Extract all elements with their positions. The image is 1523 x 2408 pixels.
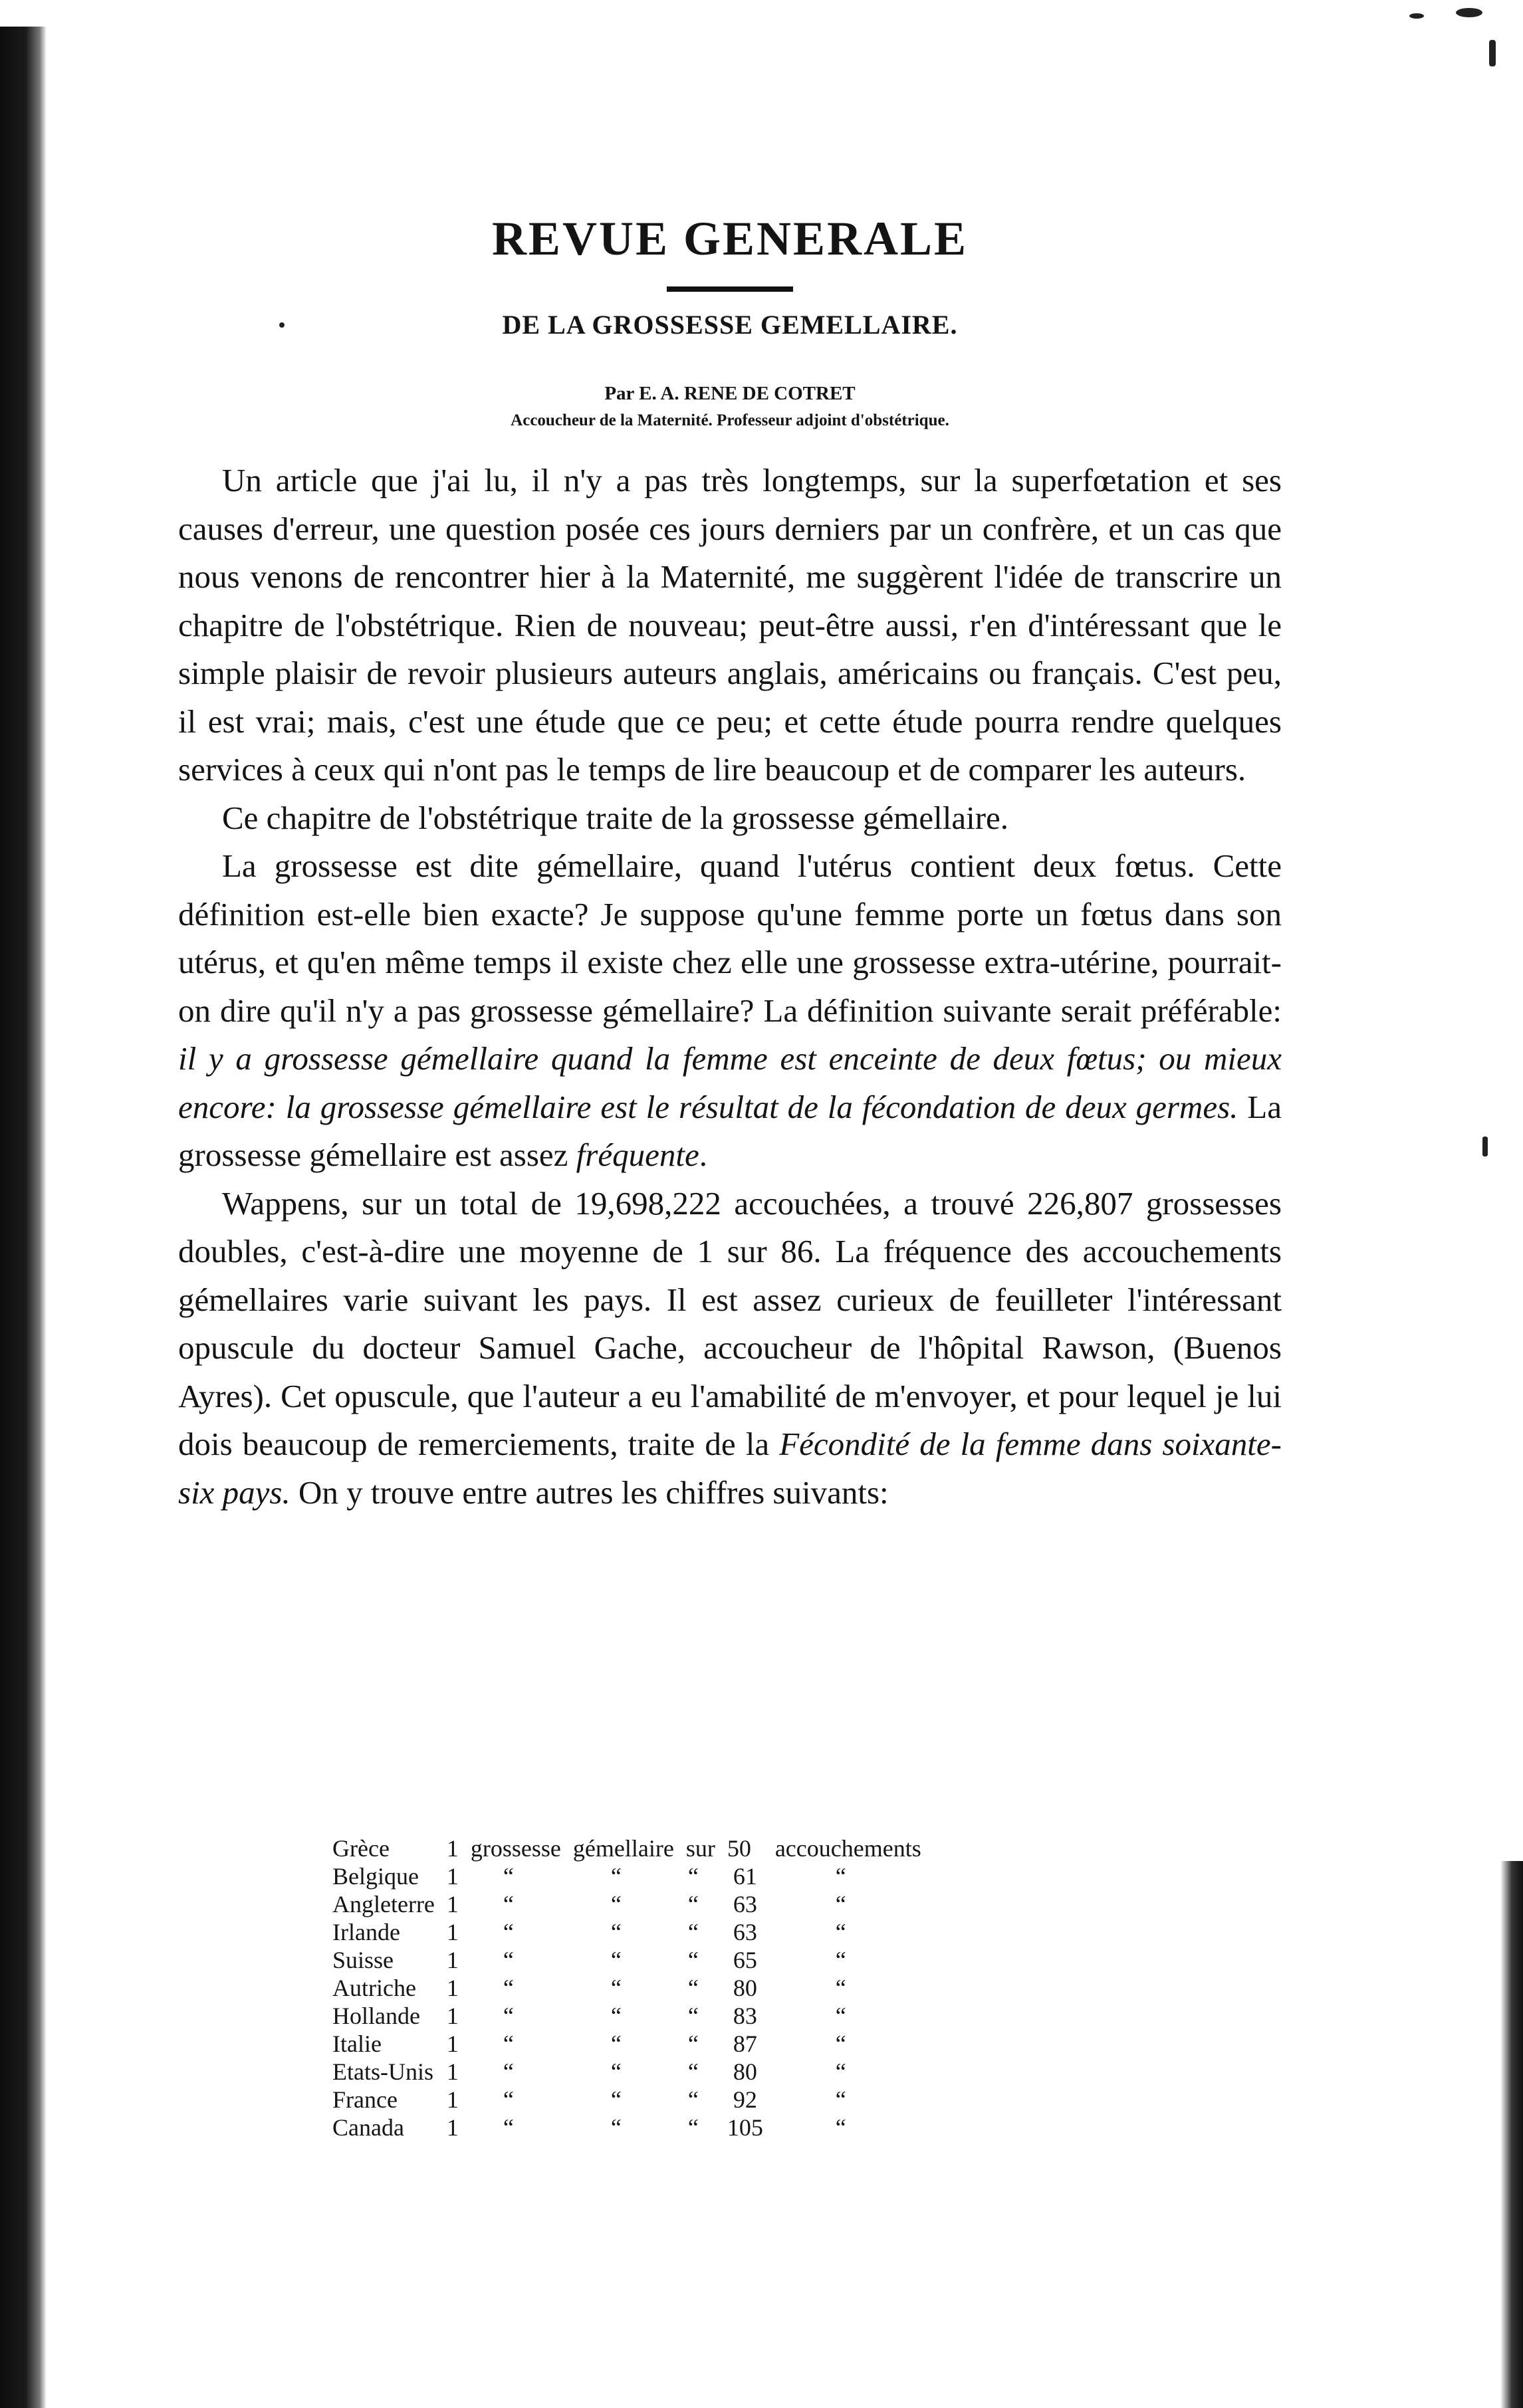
table-cell: 65 [733,1947,757,1973]
table-cell: accouchements [774,1835,921,1862]
table-cell: 50 [727,1835,751,1862]
table-cell: 61 [733,1863,757,1890]
paragraph-chapter: Ce chapitre de l'obstétrique traite de la grossesse gémellaire. [222,799,1009,836]
table-cell: 1 [446,2030,459,2057]
table-cell: “ [610,2030,622,2057]
table-cell: “ [503,1947,514,1973]
table-cell: Italie [332,2030,382,2057]
table-cell: “ [503,2003,514,2029]
table-cell: “ [610,2086,622,2113]
table-cell: Etats-Unis [332,2058,433,2085]
scan-speck [1456,8,1482,17]
table-cell: “ [835,2058,846,2085]
scan-speck [1482,1137,1488,1156]
table-cell: “ [835,2114,846,2141]
definition-italic-end: fréquente [576,1137,699,1174]
table-row [332,2030,933,2058]
table-cell: “ [835,1975,846,2001]
title-rule [667,286,793,292]
table-cell: 92 [733,2086,757,2113]
table-cell: 63 [733,1891,757,1917]
scan-speck [1489,40,1496,66]
table-cell: 1 [446,1891,459,1917]
table-cell: Belgique [332,1863,419,1890]
table-cell: 80 [733,2058,757,2085]
table-cell: “ [687,2030,699,2057]
table-cell: 1 [446,1863,459,1890]
paragraph-wappens [178,1180,1282,1517]
author-affiliation: Accoucheur de la Maternité. Professeur adjoint d'obstétrique. [511,411,949,430]
table-cell: “ [503,2114,514,2141]
table-row [332,1890,933,1918]
table-cell: “ [687,1975,699,2001]
table-cell: “ [610,2058,622,2085]
table-cell: Angleterre [332,1891,435,1917]
table-cell: “ [687,1863,699,1890]
table-cell: “ [610,1919,622,1945]
twin-frequency-table [332,1834,933,2141]
table-cell: “ [503,2030,514,2057]
definition-middle: La grossesse gémellaire est assez [178,1088,1282,1174]
table-cell: Grèce [332,1835,390,1862]
table-cell: 1 [446,2086,459,2113]
table-row [332,1918,933,1946]
author-byline: Par E. A. RENE DE COTRET [604,383,856,405]
table-cell: “ [610,2003,622,2029]
page-subtitle: DE LA GROSSESSE GEMELLAIRE. [502,310,958,340]
table-cell: “ [687,2003,699,2029]
table-row [332,2002,933,2030]
table-cell: “ [835,2030,846,2057]
table-cell: “ [503,1919,514,1945]
table-cell: Canada [332,2114,404,2141]
table-cell: “ [687,2058,699,2085]
table-cell: “ [503,2086,514,2113]
table-cell: “ [687,1891,699,1917]
table-cell: “ [835,2086,846,2113]
definition-lead: La grossesse est dite gémellaire, quand l'utérus contient deux fœtus. Cette définition est-elle bien exacte? Je suppose qu'une femme porte un fœtus dans son utérus, et qu'en même temps il existe chez elle une grossesse extra-utérine, pourrait-on dire qu'il n'y a pas grossesse gémellaire? La définition suivante serait préférable: [178,847,1282,1029]
table-cell: “ [835,1891,846,1917]
table-cell: 80 [733,1975,757,2001]
table-cell: “ [610,1947,622,1973]
wappens-text: Wappens, sur un total de 19,698,222 accouchées, a trouvé 226,807 grossesses doubles, c'est-à-dire une moyenne de 1 sur 86. La fréquence des accouchements gémellaires varie suivant les pays. Il est assez curieux de feuilleter l'intéressant opuscule du docteur Samuel Gache, accoucheur de l'hôpital Rawson, (Buenos Ayres). Cet opuscule, que l'auteur a eu l'amabilité de m'envoyer, et pour lequel je lui dois beaucoup de remerciements, traite de la [178,1184,1282,1463]
table-cell: grossesse [470,1835,561,1862]
table-cell: Suisse [332,1947,394,1973]
table-cell: “ [503,2058,514,2085]
table-cell: “ [687,1919,699,1945]
table-cell: France [332,2086,398,2113]
table-cell: “ [687,2114,699,2141]
definition-italic: il y a grossesse gémellaire quand la femme est enceinte de deux fœtus; ou mieux encore: la grossesse gémellaire est le résultat de la fécondation de deux germes. [178,1040,1282,1125]
table-cell: gémellaire [572,1835,674,1862]
table-cell: 63 [733,1919,757,1945]
table-cell: sur [685,1835,715,1862]
table-cell: “ [610,1863,622,1890]
table-cell: “ [687,1947,699,1973]
table-row [332,2086,933,2114]
table-cell: 105 [727,2114,763,2141]
table-cell: “ [835,2003,846,2029]
scan-edge-left [0,27,47,2408]
definition-end: . [699,1137,707,1174]
table-cell: 87 [733,2030,757,2057]
scan-edge-right [1500,1861,1523,2408]
table-row [332,1946,933,1974]
table-cell: “ [835,1919,846,1945]
table-cell: “ [610,2114,622,2141]
table-cell: “ [835,1863,846,1890]
table-cell: “ [610,1975,622,2001]
table-cell: 1 [446,1835,459,1862]
table-cell: 1 [446,1975,459,2001]
table-cell: 1 [446,1919,459,1945]
table-cell: 83 [733,2003,757,2029]
scan-speck [1409,13,1424,19]
table-cell: 1 [446,1947,459,1973]
document-page [178,213,1282,1517]
table-body [332,1862,933,2141]
table-header-row [332,1834,933,1862]
page-title: REVUE GENERALE [491,212,969,265]
wappens-tail: On y trouve entre autres les chiffres suivants: [290,1474,889,1511]
table-cell: “ [503,1975,514,2001]
table-cell: 1 [446,2058,459,2085]
table-cell: “ [503,1863,514,1890]
table-cell: “ [687,2086,699,2113]
table-row [332,1862,933,1890]
table-cell: Irlande [332,1919,400,1945]
table-cell: Autriche [332,1975,416,2001]
table-cell: “ [835,1947,846,1973]
table-cell: Hollande [332,2003,420,2029]
table-row [332,2058,933,2086]
table-cell: 1 [446,2003,459,2029]
table-cell: 1 [446,2114,459,2141]
table-row [332,2114,933,2141]
table-row [332,1974,933,2002]
table-cell: “ [503,1891,514,1917]
gache-book-title: Fécondité de la femme dans soixante-six pays. [178,1426,1282,1511]
table-cell: “ [610,1891,622,1917]
paragraph-intro: Un article que j'ai lu, il n'y a pas très longtemps, sur la superfœtation et ses causes d'erreur, une question posée ces jours derniers par un confrère, et un cas que nous venons de rencontrer hier à la Maternité, me suggèrent l'idée de transcrire un chapitre de l'obstétrique. Rien de nouveau; peut-être aussi, r'en d'intéressant que le simple plaisir de revoir plusieurs auteurs anglais, américains ou français. C'est peu, il est vrai; mais, c'est une étude que ce peu; et cette étude pourra rendre quelques services à ceux qui n'ont pas le temps de lire beaucoup et de comparer les auteurs. [178,462,1282,788]
paragraph-definition [178,842,1282,1180]
